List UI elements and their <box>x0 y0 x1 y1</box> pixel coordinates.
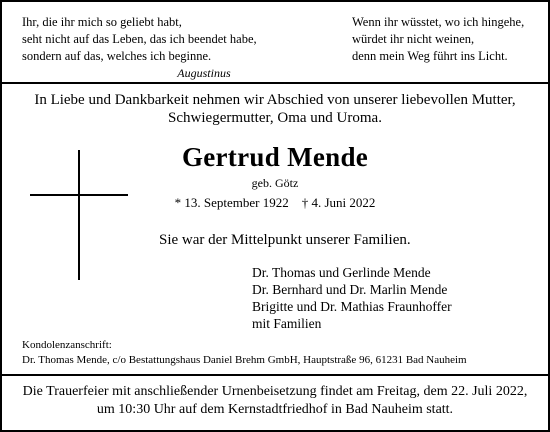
condolence-label: Kondolenzanschrift: <box>22 339 112 351</box>
poem-right-line: Wenn ihr wüsstet, wo ich hingehe, <box>352 15 525 29</box>
bottom-divider <box>2 374 548 376</box>
poem-attribution: Augustinus <box>177 66 231 80</box>
poem-left-line: Ihr, die ihr mich so geliebt habt, <box>22 15 182 29</box>
condolence-address: Dr. Thomas Mende, c/o Bestattungshaus Daniel Brehm GmbH, Hauptstraße 96, 61231 Bad Nauheim <box>22 354 467 366</box>
birth-name: geb. Götz <box>251 176 299 190</box>
intro-line: Schwiegermutter, Oma und Uroma. <box>168 110 382 126</box>
poem-right-line: denn mein Weg führt ins Licht. <box>352 49 508 63</box>
mourner-item: Brigitte und Dr. Mathias Fraunhoffer <box>252 299 452 314</box>
mourner-item: Dr. Thomas und Gerlinde Mende <box>252 265 431 280</box>
tribute-sentence: Sie war der Mittelpunkt unserer Familien. <box>159 232 411 248</box>
intro-text <box>2 91 548 127</box>
mourner-item: mit Familien <box>252 316 322 331</box>
ceremony-line: um 10:30 Uhr auf dem Kernstadtfriedhof in Bad Nauheim statt. <box>96 402 454 417</box>
poem-right-line: würdet ihr nicht weinen, <box>352 32 475 46</box>
poem-left <box>22 14 257 82</box>
ceremony-line: Die Trauerfeier mit anschließender Urnenbeisetzung findet am Freitag, dem 22. Juli 2022, <box>22 384 528 399</box>
poem-left-line: sondern auf das, welches ich beginne. <box>22 49 212 63</box>
intro-line: In Liebe und Dankbarkeit nehmen wir Abschied von unserer liebevollen Mutter, <box>34 92 516 108</box>
mourners-list <box>252 264 452 332</box>
poem-left-line: seht nicht auf das Leben, das ich beendet habe, <box>22 32 257 46</box>
mourner-item: Dr. Bernhard und Dr. Marlin Mende <box>252 282 448 297</box>
poem-right <box>352 14 524 65</box>
deceased-name: Gertrud Mende <box>181 142 369 172</box>
ceremony-info <box>2 383 548 419</box>
life-dates: * 13. September 1922 † 4. Juni 2022 <box>174 195 376 210</box>
top-divider <box>2 82 548 84</box>
